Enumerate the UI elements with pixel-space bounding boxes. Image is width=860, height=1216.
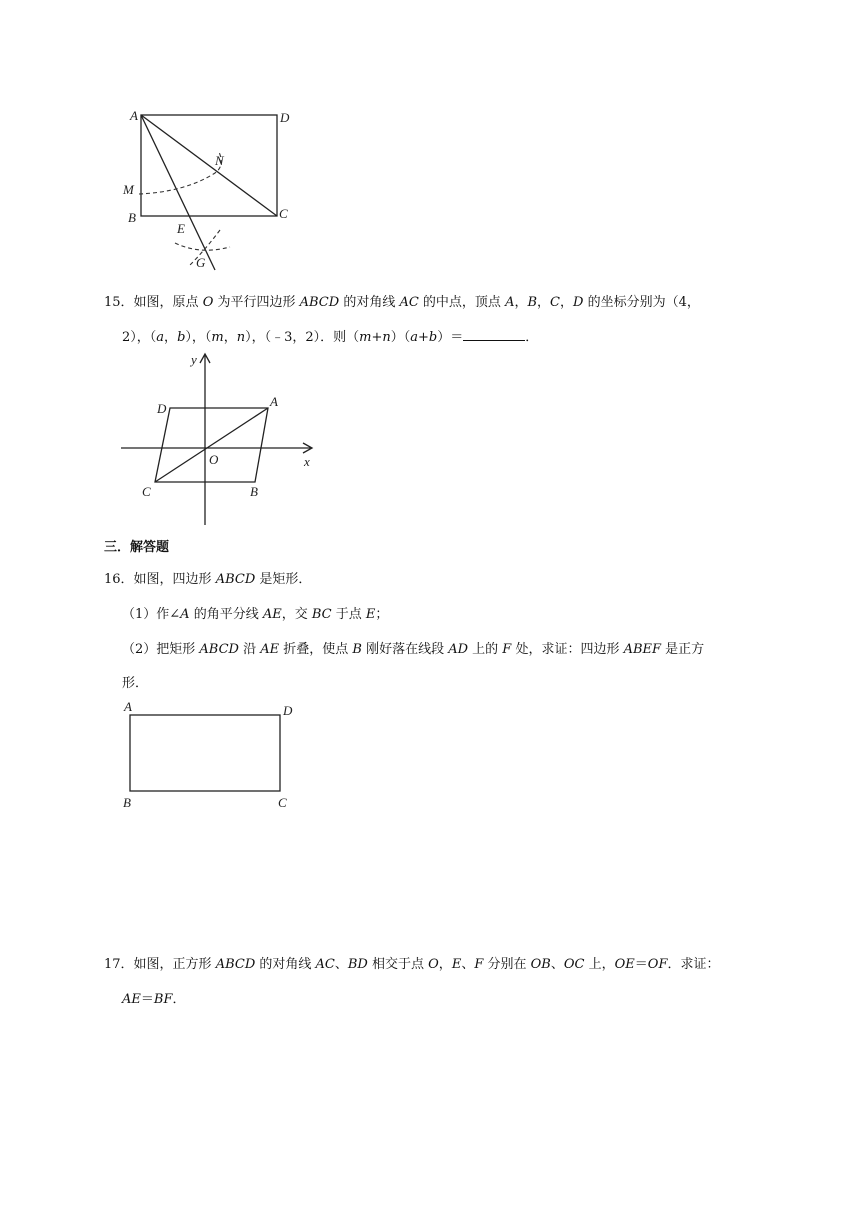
label-x: x <box>304 454 310 469</box>
q16-text: 刚好落在线段 <box>361 642 449 657</box>
figure-q15-parallelogram <box>115 350 325 528</box>
label-d: D <box>283 703 293 718</box>
q17-text: 的对角线 <box>255 957 316 972</box>
q16-text: 的角平分线 <box>189 607 263 622</box>
label-e: E <box>177 221 185 236</box>
q17-number: 17． <box>104 957 134 972</box>
q15-var: b <box>177 330 186 345</box>
q17-text: ．求证： <box>667 957 720 972</box>
q16-number: 16． <box>104 572 134 587</box>
q17-line-2 <box>122 990 186 1010</box>
label-a: A <box>270 394 278 409</box>
q15-text: 的坐标分别为（4， <box>583 295 700 310</box>
q17-text: 分别在 <box>483 957 531 972</box>
answer-blank[interactable] <box>463 326 525 341</box>
q17-var: OE <box>614 957 635 972</box>
label-m: M <box>123 182 134 197</box>
q15-var: a+b <box>410 330 438 345</box>
q15-var: ABCD <box>299 295 340 310</box>
q17-text: ＝ <box>140 992 154 1007</box>
q16-var: F <box>502 642 512 657</box>
label-a: A <box>130 108 138 123</box>
label-b: B <box>128 210 136 225</box>
q15-text: ， <box>537 295 551 310</box>
q16-part-1 <box>122 605 388 625</box>
q17-var: AC <box>315 957 335 972</box>
q17-var: OC <box>563 957 585 972</box>
q17-var: F <box>474 957 484 972</box>
q16-text: 是矩形． <box>255 572 312 587</box>
q15-var: AC <box>399 295 419 310</box>
q17-text: 、 <box>461 957 475 972</box>
q15-text: 的中点，顶点 <box>418 295 506 310</box>
q15-var: m+n <box>359 330 391 345</box>
q15-var: O <box>202 295 214 310</box>
q17-text: 上， <box>584 957 615 972</box>
q16-text: 处，求证：四边形 <box>511 642 624 657</box>
q15-line-1 <box>104 293 700 313</box>
q16-var: E <box>365 607 376 622</box>
q16-text: ，交 <box>281 607 312 622</box>
q17-var: OF <box>647 957 668 972</box>
q16-var: ABCD <box>215 572 256 587</box>
bisector-line <box>141 115 215 270</box>
q15-text: ， <box>223 330 237 345</box>
figure-q16-rectangle <box>115 695 315 815</box>
q17-text: 如图，正方形 <box>133 957 216 972</box>
q16-text: 如图，四边形 <box>133 572 216 587</box>
q17-var: E <box>451 957 462 972</box>
q15-text: ），（ <box>185 330 212 345</box>
label-b: B <box>250 484 258 499</box>
q17-var: O <box>428 957 439 972</box>
q15-var: a <box>156 330 165 345</box>
q15-var: A <box>505 295 515 310</box>
q17-line-1 <box>104 955 719 975</box>
label-n: N <box>215 153 224 168</box>
q17-text: ， <box>438 957 452 972</box>
q17-var: AE <box>122 992 141 1007</box>
label-d: D <box>280 110 290 125</box>
q15-text: 为平行四边形 <box>213 295 300 310</box>
q17-text: 相交于点 <box>367 957 429 972</box>
q16-var: ABCD <box>199 642 239 657</box>
q15-text: 2），（ <box>122 330 157 345</box>
label-a: A <box>124 699 132 714</box>
q16-text: 于点 <box>331 607 366 622</box>
label-c: C <box>142 484 151 499</box>
label-d: D <box>157 401 167 416</box>
diagonal-ac <box>141 115 277 216</box>
label-o: O <box>209 452 219 467</box>
q16-text: 上的 <box>468 642 503 657</box>
q15-text: 的对角线 <box>339 295 400 310</box>
q16-text: （1）作∠ <box>122 607 181 622</box>
rectangle-abcd <box>130 715 280 791</box>
q15-text: 如图，原点 <box>133 295 203 310</box>
q16-part-2-cont: 形． <box>122 676 149 691</box>
q16-var: AE <box>260 642 280 657</box>
q16-var: AD <box>448 642 469 657</box>
q16-var: A <box>180 607 190 622</box>
q15-number: 15． <box>104 295 134 310</box>
diagonal-ac <box>155 408 268 482</box>
q17-text: ＝ <box>634 957 648 972</box>
q16-var: ABEF <box>623 642 662 657</box>
q15-text: ）＝ <box>437 330 464 345</box>
q16-var: AE <box>262 607 282 622</box>
q16-text: ； <box>375 607 389 622</box>
q15-text: ， <box>560 295 574 310</box>
q16-var: BC <box>311 607 332 622</box>
section-header: 三．解答题 <box>104 540 170 555</box>
q15-var: D <box>573 295 584 310</box>
label-c: C <box>278 795 287 810</box>
label-c: C <box>279 206 288 221</box>
q15-text: ， <box>514 295 528 310</box>
q17-var: OB <box>530 957 551 972</box>
label-y: y <box>191 352 197 367</box>
q15-text: ），（﹣3，2）．则（ <box>245 330 360 345</box>
arc-mn <box>139 152 221 194</box>
q17-var: ABCD <box>215 957 256 972</box>
q15-text: ）（ <box>390 330 411 345</box>
label-b: B <box>123 795 131 810</box>
q15-var: B <box>527 295 538 310</box>
q15-var: C <box>550 295 560 310</box>
q17-var: BD <box>347 957 368 972</box>
q17-text: ． <box>172 992 186 1007</box>
q16-text: （2）把矩形 <box>122 642 200 657</box>
q16-line-1 <box>104 570 311 590</box>
q15-text: ． <box>525 330 539 345</box>
q16-text: 沿 <box>238 642 261 657</box>
q16-part-2 <box>122 640 704 660</box>
q15-text: ， <box>164 330 178 345</box>
q16-var: B <box>352 642 362 657</box>
q17-var: BF <box>153 992 173 1007</box>
q17-text: 、 <box>334 957 348 972</box>
q16-text: 折叠，使点 <box>279 642 353 657</box>
q17-text: 、 <box>550 957 564 972</box>
q15-var: m <box>211 330 224 345</box>
figure-q14-rectangle-construction <box>115 100 315 280</box>
label-g: G <box>196 255 206 270</box>
q16-text: 是正方 <box>661 642 705 657</box>
q15-line-2 <box>122 326 538 348</box>
q15-var: n <box>236 330 246 345</box>
